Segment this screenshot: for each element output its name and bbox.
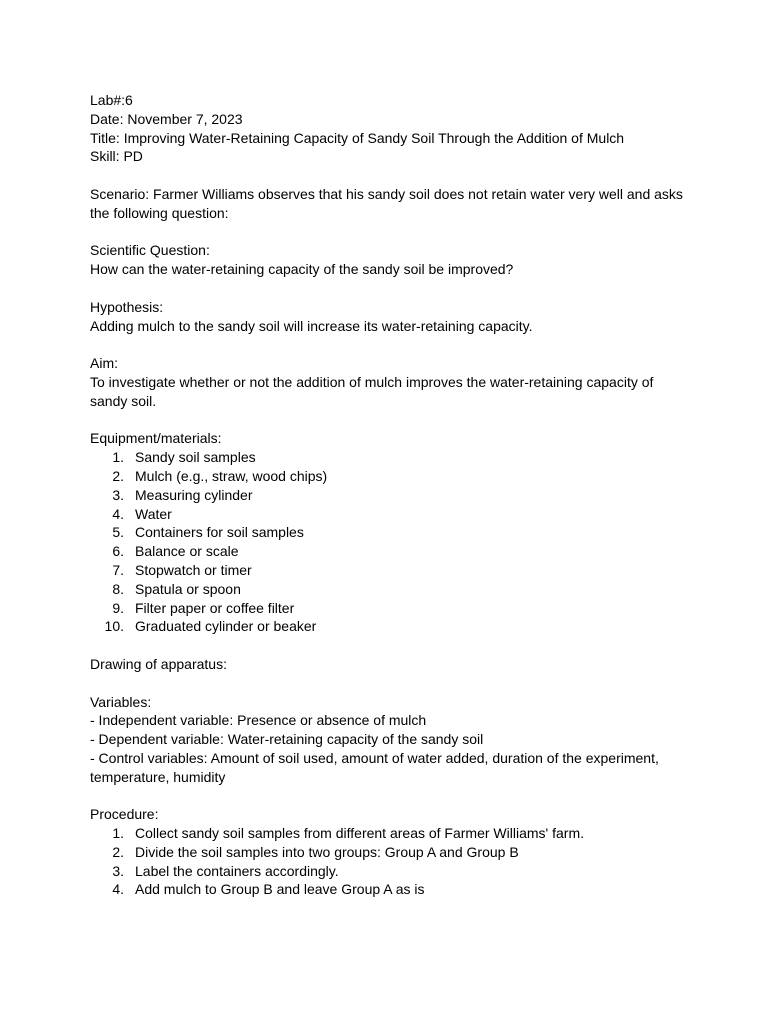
list-item-text: Filter paper or coffee filter <box>135 599 295 616</box>
list-item-text: Add mulch to Group B and leave Group A as is <box>135 881 425 898</box>
lab-date: Date: November 7, 2023 <box>90 110 243 127</box>
list-item-text: Containers for soil samples <box>135 524 304 541</box>
drawing-heading: Drawing of apparatus: <box>90 655 227 672</box>
list-item <box>90 862 690 881</box>
spacer <box>90 279 690 298</box>
hypothesis-text: Adding mulch to the sandy soil will increase its water-retaining capacity. <box>90 317 533 334</box>
spacer <box>90 335 690 354</box>
procedure-list <box>90 824 690 899</box>
aim-line-2: sandy soil. <box>90 392 157 409</box>
list-item <box>90 542 690 561</box>
spacer <box>90 636 690 655</box>
list-item-text: Sandy soil samples <box>135 449 256 466</box>
scientific-question-heading: Scientific Question: <box>90 242 210 259</box>
list-number: 5. <box>112 524 124 541</box>
list-item <box>90 824 690 843</box>
scenario-line-2: the following question: <box>90 204 229 221</box>
list-item-text: Balance or scale <box>135 543 239 560</box>
list-item <box>90 617 690 636</box>
list-number: 7. <box>112 561 124 578</box>
list-item <box>90 561 690 580</box>
spacer <box>90 411 690 430</box>
equipment-list <box>90 448 690 636</box>
list-item-text: Collect sandy soil samples from different areas of Farmer Williams' farm. <box>135 825 584 842</box>
list-item <box>90 523 690 542</box>
scientific-question-text: How can the water-retaining capacity of the sandy soil be improved? <box>90 261 514 278</box>
list-item <box>90 448 690 467</box>
list-number: 4. <box>112 505 124 522</box>
list-item-text: Stopwatch or timer <box>135 561 252 578</box>
list-item-text: Label the containers accordingly. <box>135 862 339 879</box>
dependent-variable: - Dependent variable: Water-retaining capacity of the sandy soil <box>90 731 484 748</box>
control-variables-line-2: temperature, humidity <box>90 768 226 785</box>
list-item-text: Measuring cylinder <box>135 486 253 503</box>
list-item <box>90 505 690 524</box>
scenario-line-1: Scenario: Farmer Williams observes that his sandy soil does not retain water very well and asks <box>90 185 683 202</box>
list-number: 8. <box>112 580 124 597</box>
spacer <box>90 166 690 185</box>
variables-heading: Variables: <box>90 693 152 710</box>
list-number: 3. <box>112 486 124 503</box>
list-item <box>90 880 690 899</box>
list-item <box>90 843 690 862</box>
lab-skill: Skill: PD <box>90 148 143 165</box>
list-number: 2. <box>112 467 124 484</box>
list-item-text: Graduated cylinder or beaker <box>135 618 317 635</box>
spacer <box>90 786 690 805</box>
list-item <box>90 486 690 505</box>
list-number: 9. <box>112 599 124 616</box>
lab-title: Title: Improving Water-Retaining Capacity of Sandy Soil Through the Addition of Mulch <box>90 129 625 146</box>
list-item <box>90 599 690 618</box>
list-number: 3. <box>112 862 124 879</box>
aim-heading: Aim: <box>90 355 118 372</box>
list-number: 10. <box>104 618 124 635</box>
list-item-text: Water <box>135 505 172 522</box>
hypothesis-heading: Hypothesis: <box>90 298 164 315</box>
lab-number: Lab#:6 <box>90 92 133 108</box>
list-number: 1. <box>112 825 124 842</box>
list-item <box>90 467 690 486</box>
list-item-text: Divide the soil samples into two groups: Group A and Group B <box>135 843 519 860</box>
document-page <box>90 91 690 899</box>
list-item-text: Mulch (e.g., straw, wood chips) <box>135 467 328 484</box>
independent-variable: - Independent variable: Presence or absence of mulch <box>90 712 427 729</box>
list-number: 2. <box>112 843 124 860</box>
spacer <box>90 223 690 242</box>
list-item-text: Spatula or spoon <box>135 580 241 597</box>
aim-line-1: To investigate whether or not the addition of mulch improves the water-retaining capacity of <box>90 373 654 390</box>
list-number: 1. <box>112 449 124 466</box>
list-item <box>90 580 690 599</box>
list-number: 4. <box>112 881 124 898</box>
control-variables-line-1: - Control variables: Amount of soil used, amount of water added, duration of the experiment, <box>90 749 659 766</box>
spacer <box>90 674 690 693</box>
list-number: 6. <box>112 543 124 560</box>
equipment-heading: Equipment/materials: <box>90 430 222 447</box>
procedure-heading: Procedure: <box>90 806 159 823</box>
